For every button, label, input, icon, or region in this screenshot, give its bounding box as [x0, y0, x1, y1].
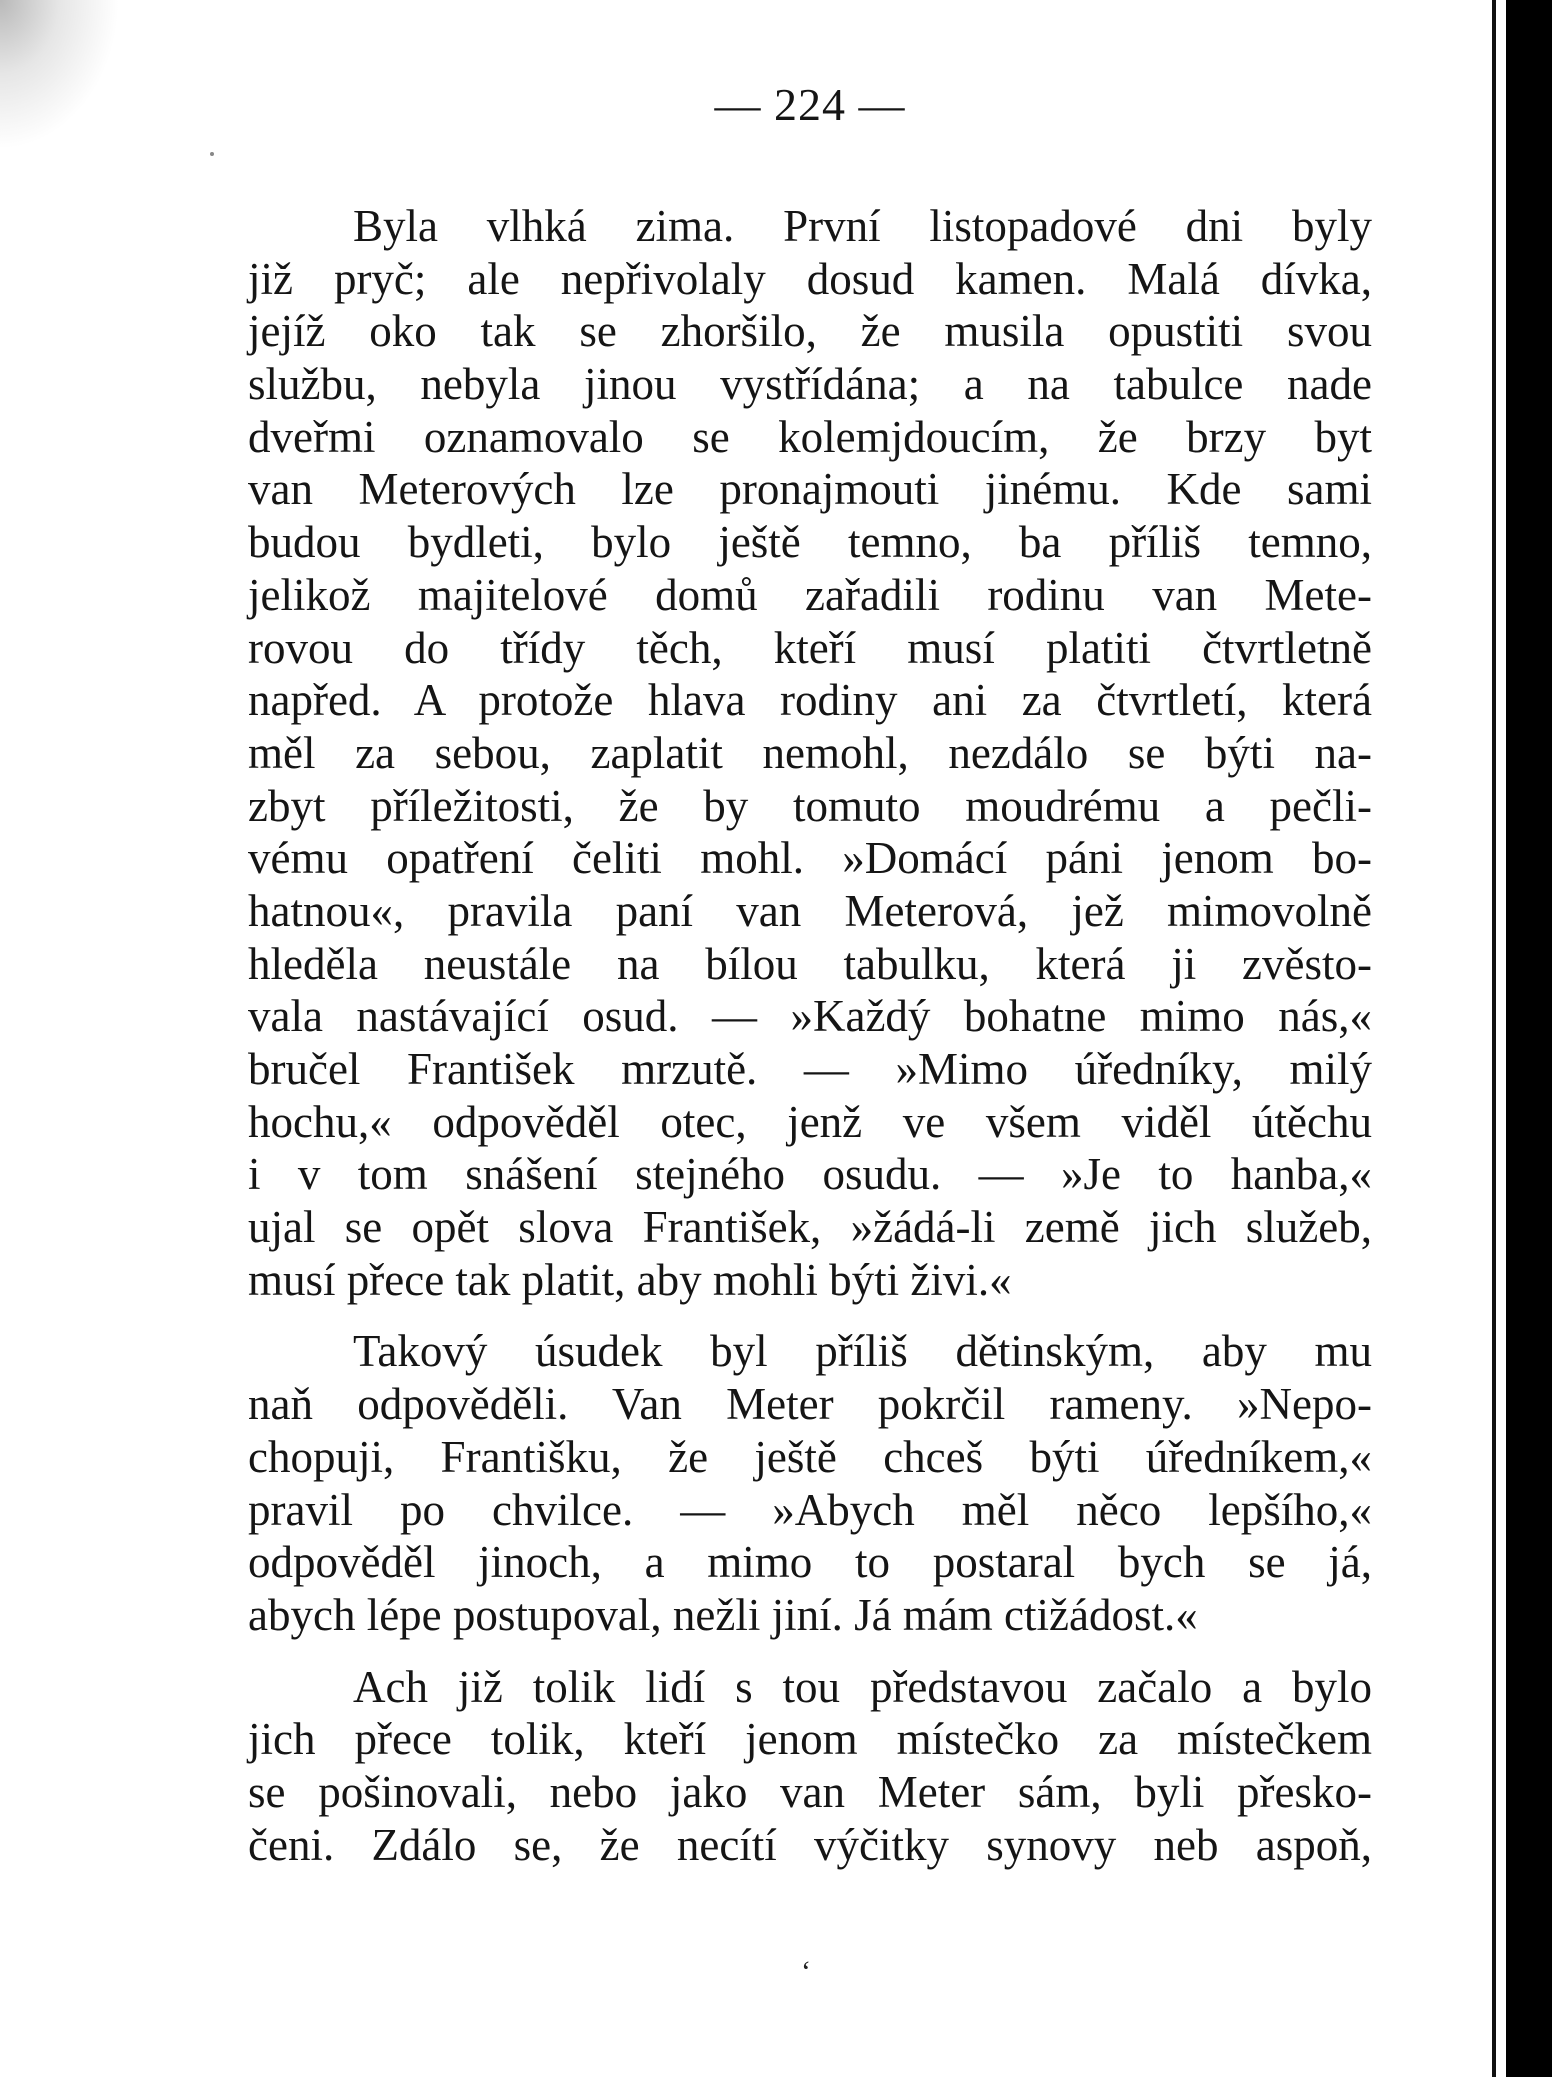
text-line: čeni. Zdálo se, že necítí výčitky synovy neb aspoň, [248, 1819, 1372, 1870]
page-number: — 224 — [714, 79, 906, 130]
paragraph-spacer [248, 1642, 1372, 1661]
text-block [248, 200, 1372, 1871]
page-edge-gap [1496, 0, 1506, 2077]
text-line: se pošinovali, nebo jako van Meter sám, byli přesko- [248, 1766, 1372, 1817]
text-line: již pryč; ale nepřivolaly dosud kamen. Malá dívka, [248, 253, 1372, 304]
text-line: vému opatření čeliti mohl. »Domácí páni jenom bo- [248, 833, 1372, 884]
scan-border [1506, 0, 1552, 2077]
text-line: Ach již tolik lidí s tou představou začalo a bylo [353, 1661, 1372, 1712]
text-line: chopuji, Františku, že ještě chceš býti úředníkem,« [248, 1431, 1372, 1482]
paragraph-spacer [248, 1306, 1372, 1325]
text-line: van Meterových lze pronajmouti jinému. Kde sami [248, 464, 1372, 515]
scan-speck [210, 152, 214, 156]
paragraph-2 [248, 1325, 1372, 1641]
text-line: jich přece tolik, kteří jenom místečko za místečkem [248, 1714, 1372, 1765]
paragraph-3 [248, 1661, 1372, 1872]
text-line: Byla vlhká zima. První listopadové dni byly [353, 201, 1372, 251]
text-line: hleděla neustále na bílou tabulku, která ji zvěsto- [248, 938, 1372, 989]
text-line: i v tom snášení stejného osudu. — »Je to hanba,« [248, 1149, 1372, 1200]
text-line: musí přece tak platit, aby mohli býti živi.« [248, 1254, 1012, 1305]
text-line: rovou do třídy těch, kteří musí platiti čtvrtletně [248, 622, 1372, 673]
text-line: Takový úsudek byl příliš dětinským, aby mu [353, 1326, 1372, 1377]
text-line: službu, nebyla jinou vystřídána; a na tabulce nade [248, 359, 1372, 410]
text-line: naň odpověděli. Van Meter pokrčil rameny. »Nepo- [248, 1379, 1372, 1430]
stray-ink-mark: ʻ [801, 1955, 811, 1988]
text-line: ujal se opět slova František, »žádá-li země jich služeb, [248, 1202, 1372, 1253]
text-line: vala nastávající osud. — »Každý bohatne mimo nás,« [248, 991, 1372, 1042]
text-line: jejíž oko tak se zhoršilo, že musila opustiti svou [248, 306, 1372, 357]
text-line: napřed. A protože hlava rodiny ani za čtvrtletí, která [248, 675, 1372, 726]
text-line: jelikož majitelové domů zařadili rodinu van Mete- [248, 569, 1372, 620]
text-line: měl za sebou, zaplatit nemohl, nezdálo se býti na- [248, 727, 1372, 778]
text-line: zbyt příležitosti, že by tomuto moudrému a pečli- [248, 780, 1372, 831]
text-line: hatnou«, pravila paní van Meterová, jež mimovolně [248, 885, 1372, 936]
text-line: odpověděl jinoch, a mimo to postaral bych se já, [248, 1537, 1372, 1588]
text-line: bručel František mrzutě. — »Mimo úředníky, milý [248, 1044, 1372, 1094]
text-line: pravil po chvilce. — »Abych měl něco lepšího,« [248, 1484, 1372, 1535]
text-line: hochu,« odpověděl otec, jenž ve všem viděl útěchu [248, 1096, 1372, 1147]
text-line: dveřmi oznamovalo se kolemjdoucím, že brzy byt [248, 411, 1372, 462]
text-line: abych lépe postupoval, nežli jiní. Já mám ctižádost.« [248, 1589, 1198, 1640]
paragraph-1 [248, 200, 1372, 1306]
text-line: budou bydleti, bylo ještě temno, ba příliš temno, [248, 517, 1372, 568]
